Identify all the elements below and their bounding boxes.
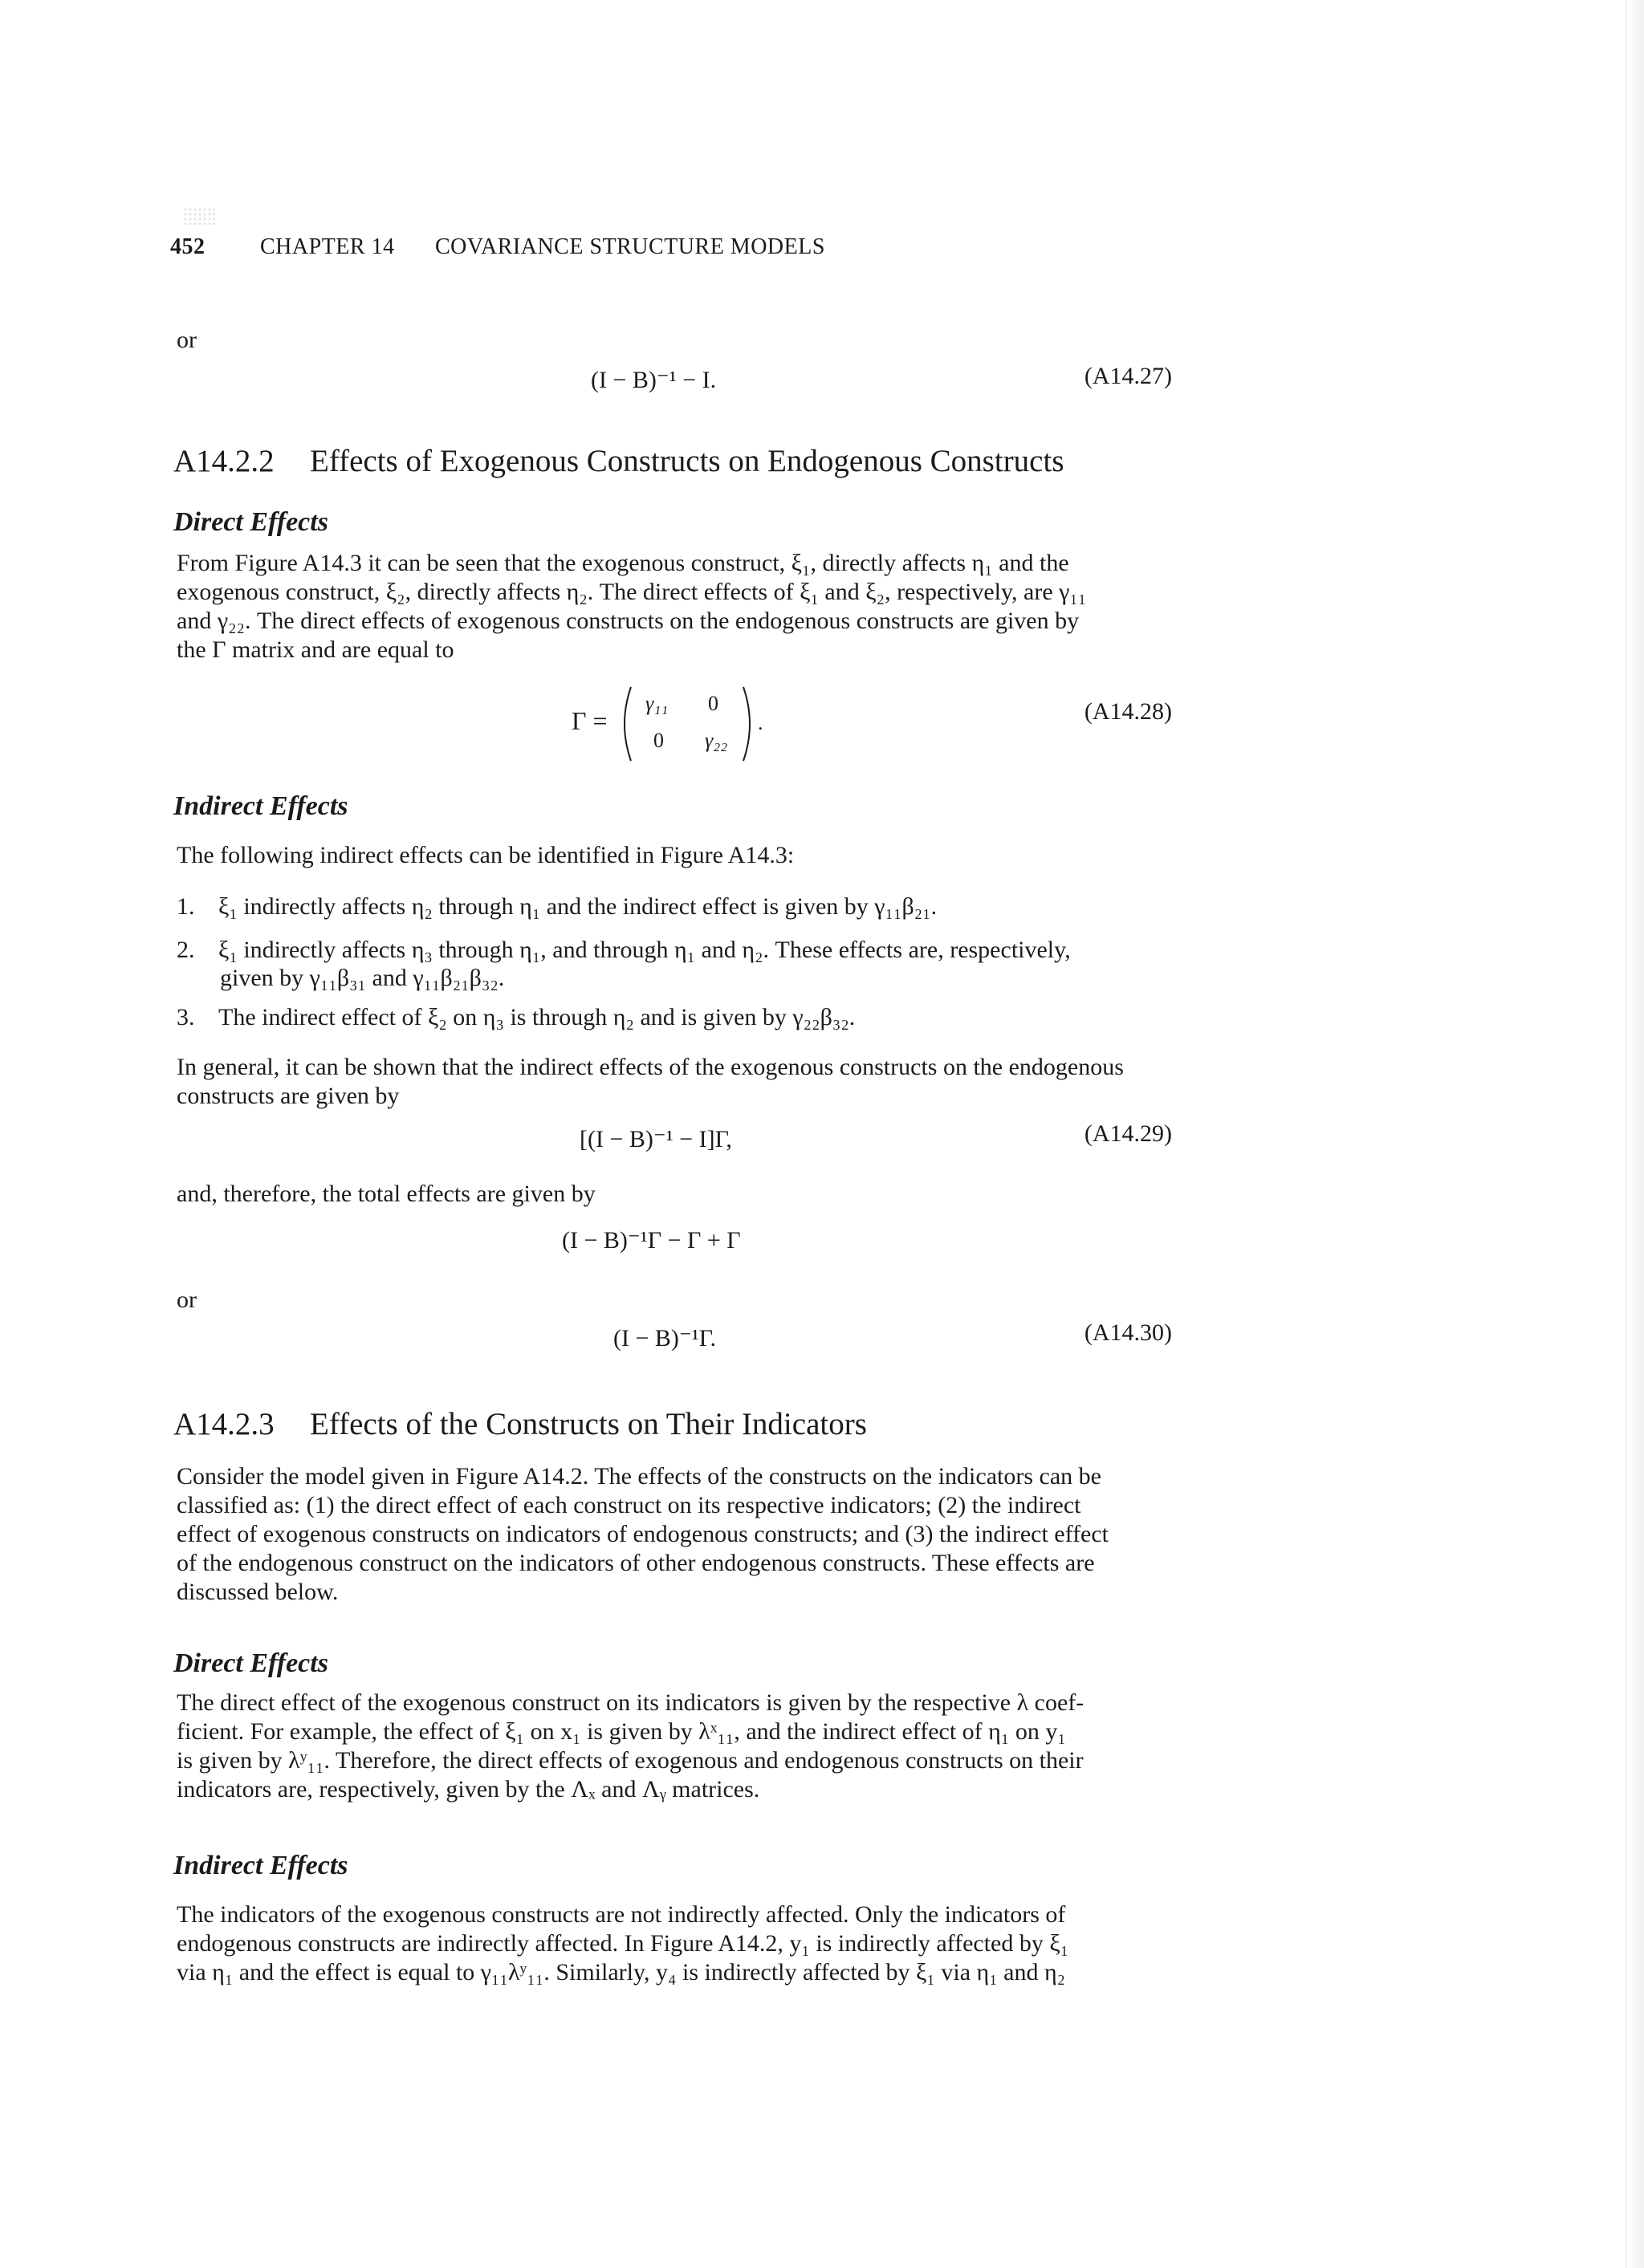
list-number: 3. xyxy=(177,1004,195,1030)
section-number: A14.2.3 xyxy=(173,1407,275,1441)
paragraph-line: The direct effect of the exogenous construct on its indicators is given by the respective λ coef- xyxy=(177,1689,1084,1716)
section-heading-a14-2-3 xyxy=(173,1406,867,1442)
page-number: 452 xyxy=(170,234,206,259)
paragraph-line: The indicators of the exogenous constructs are not indirectly affected. Only the indicators of xyxy=(177,1901,1066,1928)
equation-label-a14-29: (A14.29) xyxy=(1084,1120,1172,1147)
subheading-direct-effects: Direct Effects xyxy=(173,1648,328,1678)
paragraph-line: indicators are, respectively, given by the Λₓ and Λᵧ matrices. xyxy=(177,1776,760,1803)
section-title: Effects of the Constructs on Their Indicators xyxy=(310,1407,867,1441)
running-header xyxy=(170,234,825,260)
equation-a14-30: (I − B)⁻¹Γ. xyxy=(613,1325,716,1351)
paragraph-line: discussed below. xyxy=(177,1579,339,1605)
paragraph-line: In general, it can be shown that the indirect effects of the exogenous constructs on the endogenous xyxy=(177,1054,1124,1080)
scan-speck xyxy=(183,207,215,225)
paragraph-line: is given by λʸ₁₁. Therefore, the direct effects of exogenous and endogenous constructs on their xyxy=(177,1747,1084,1774)
subheading-indirect-effects: Indirect Effects xyxy=(173,791,348,821)
gamma-matrix-equation xyxy=(572,684,780,764)
subheading-indirect-effects: Indirect Effects xyxy=(173,1851,348,1880)
paragraph-line: ficient. For example, the effect of ξ₁ on x₁ is given by λˣ₁₁, and the indirect effect of η₁ on y₁ xyxy=(177,1718,1066,1745)
paragraph-line: endogenous constructs are indirectly affected. In Figure A14.2, y₁ is indirectly affected by ξ₁ xyxy=(177,1930,1069,1957)
list-item xyxy=(177,892,937,921)
chapter-title: COVARIANCE STRUCTURE MODELS xyxy=(435,234,825,259)
paragraph-line: of the endogenous construct on the indicators of other endogenous constructs. These effects are xyxy=(177,1550,1095,1576)
matrix-parentheses xyxy=(616,684,777,764)
paragraph-line: and γ₂₂. The direct effects of exogenous constructs on the endogenous constructs are given by xyxy=(177,608,1080,634)
list-item xyxy=(177,1003,855,1032)
equation-label-a14-30: (A14.30) xyxy=(1084,1319,1172,1346)
page-edge xyxy=(1626,0,1644,2268)
paragraph-line: classified as: (1) the direct effect of each construct on its respective indicators; (2) the indirect xyxy=(177,1492,1081,1518)
paragraph-line: effect of exogenous constructs on indicators of endogenous constructs; and (3) the indirect effect xyxy=(177,1521,1109,1547)
or-text: or xyxy=(177,1286,197,1313)
list-continuation: given by γ₁₁β₃₁ and γ₁₁β₂₁β₃₂. xyxy=(220,965,505,991)
list-text: The indirect effect of ξ₂ on η₃ is through η₂ and is given by γ₂₂β₃₂. xyxy=(218,1004,856,1030)
equation-a14-29: [(I − B)⁻¹ − I]Γ, xyxy=(580,1126,732,1152)
matrix-period: . xyxy=(758,711,763,734)
list-number: 1. xyxy=(177,893,195,920)
matrix-cell: γ₂₂ xyxy=(705,729,728,752)
paragraph-line: and, therefore, the total effects are given by xyxy=(177,1181,596,1207)
or-text: or xyxy=(177,327,197,353)
matrix-lhs: Γ = xyxy=(572,706,608,735)
subheading-direct-effects: Direct Effects xyxy=(173,507,328,537)
paragraph-line: From Figure A14.3 it can be seen that the exogenous construct, ξ₁, directly affects η₁ and the xyxy=(177,550,1069,576)
section-number: A14.2.2 xyxy=(173,444,275,478)
chapter-label: CHAPTER 14 xyxy=(260,234,395,259)
paragraph-line: via η₁ and the effect is equal to γ₁₁λʸ₁₁. Similarly, y₄ is indirectly affected by ξ₁ via η₁ and η₂ xyxy=(177,1959,1066,1986)
section-title: Effects of Exogenous Constructs on Endogenous Constructs xyxy=(310,444,1064,478)
equation-a14-27: (I − B)⁻¹ − I. xyxy=(591,367,717,393)
matrix-cell: 0 xyxy=(708,692,718,715)
paragraph-line: Consider the model given in Figure A14.2. The effects of the constructs on the indicators can be xyxy=(177,1463,1101,1490)
equation-total-effects: (I − B)⁻¹Γ − Γ + Γ xyxy=(562,1227,741,1254)
matrix-cell: 0 xyxy=(653,729,664,752)
matrix-cell: γ₁₁ xyxy=(645,692,669,715)
paragraph-line: constructs are given by xyxy=(177,1083,400,1109)
equation-label-a14-27: (A14.27) xyxy=(1084,363,1172,389)
equation-label-a14-28: (A14.28) xyxy=(1084,698,1172,725)
section-heading-a14-2-2 xyxy=(173,443,1064,479)
list-text: ξ₁ indirectly affects η₂ through η₁ and the indirect effect is given by γ₁₁β₂₁. xyxy=(218,893,938,920)
paragraph-line: the Γ matrix and are equal to xyxy=(177,636,454,663)
list-item xyxy=(177,936,1071,965)
paragraph-line: exogenous construct, ξ₂, directly affects η₂. The direct effects of ξ₁ and ξ₂, respectively, are γ₁₁ xyxy=(177,579,1087,605)
list-number: 2. xyxy=(177,937,195,963)
list-text: ξ₁ indirectly affects η₃ through η₁, and through η₁ and η₂. These effects are, respectively, xyxy=(218,937,1071,963)
paragraph-line: The following indirect effects can be identified in Figure A14.3: xyxy=(177,842,795,868)
